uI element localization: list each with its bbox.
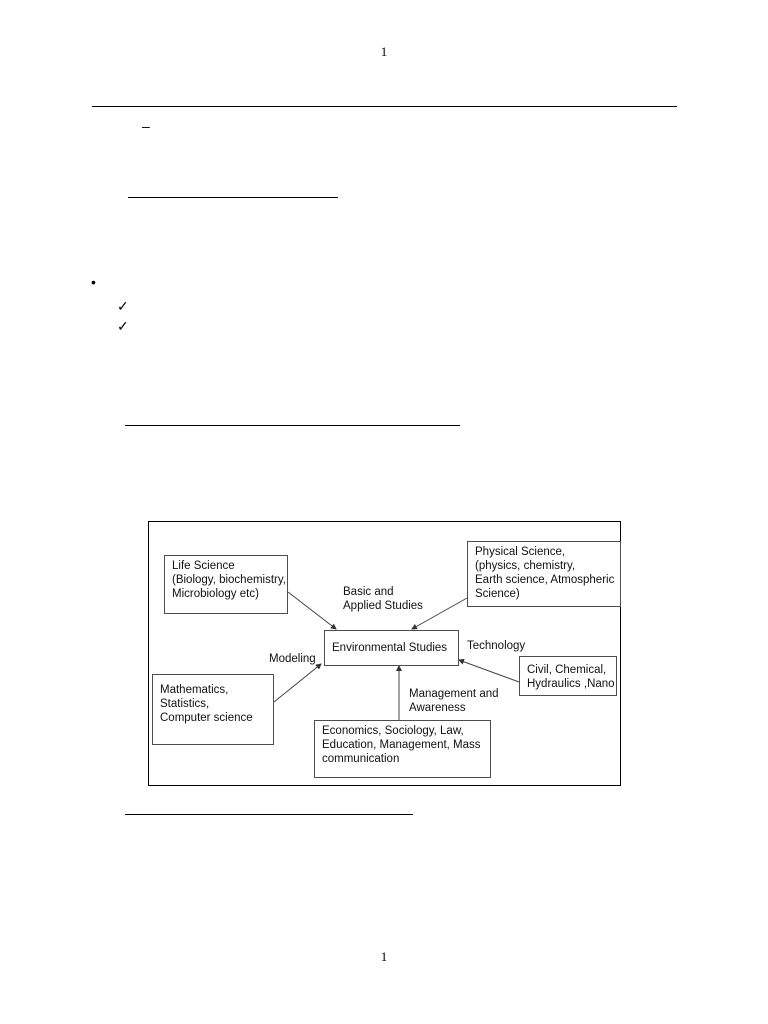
label-technology: Technology xyxy=(467,640,526,652)
node-civil: Civil, Chemical, Hydraulics ,Nano xyxy=(519,656,617,696)
node-physical-science: Physical Science, (physics, chemistry, Earth science, Atmospheric Science) xyxy=(467,541,621,607)
node-mathematics: Mathematics, Statistics, Computer science xyxy=(152,674,274,745)
node-environmental-studies: Environmental Studies xyxy=(324,630,459,666)
label-basic-applied: Basic and Applied Studies xyxy=(343,586,423,612)
bullet-mark: • xyxy=(91,274,96,290)
page-number-top: 1 xyxy=(380,44,388,59)
heading-underline-2 xyxy=(125,425,460,426)
heading-underline-3 xyxy=(125,814,413,815)
heading-underline-1 xyxy=(128,197,338,198)
arrow-mathematics xyxy=(274,664,321,702)
arrow-civil xyxy=(459,660,519,682)
check-mark-2: ✓ xyxy=(117,318,129,334)
label-management: Management and Awareness xyxy=(409,688,499,714)
check-mark-1: ✓ xyxy=(117,298,129,314)
header-rule xyxy=(92,106,677,107)
node-life-science: Life Science (Biology, biochemistry, Microbiology etc) xyxy=(164,555,288,614)
dash-mark: – xyxy=(142,118,150,134)
label-modeling: Modeling xyxy=(269,653,316,665)
arrow-life-science xyxy=(288,592,336,629)
node-economics: Economics, Sociology, Law, Education, Management, Mass communication xyxy=(314,720,491,778)
environmental-studies-diagram xyxy=(148,521,621,786)
page-number-bottom: 1 xyxy=(380,949,388,964)
